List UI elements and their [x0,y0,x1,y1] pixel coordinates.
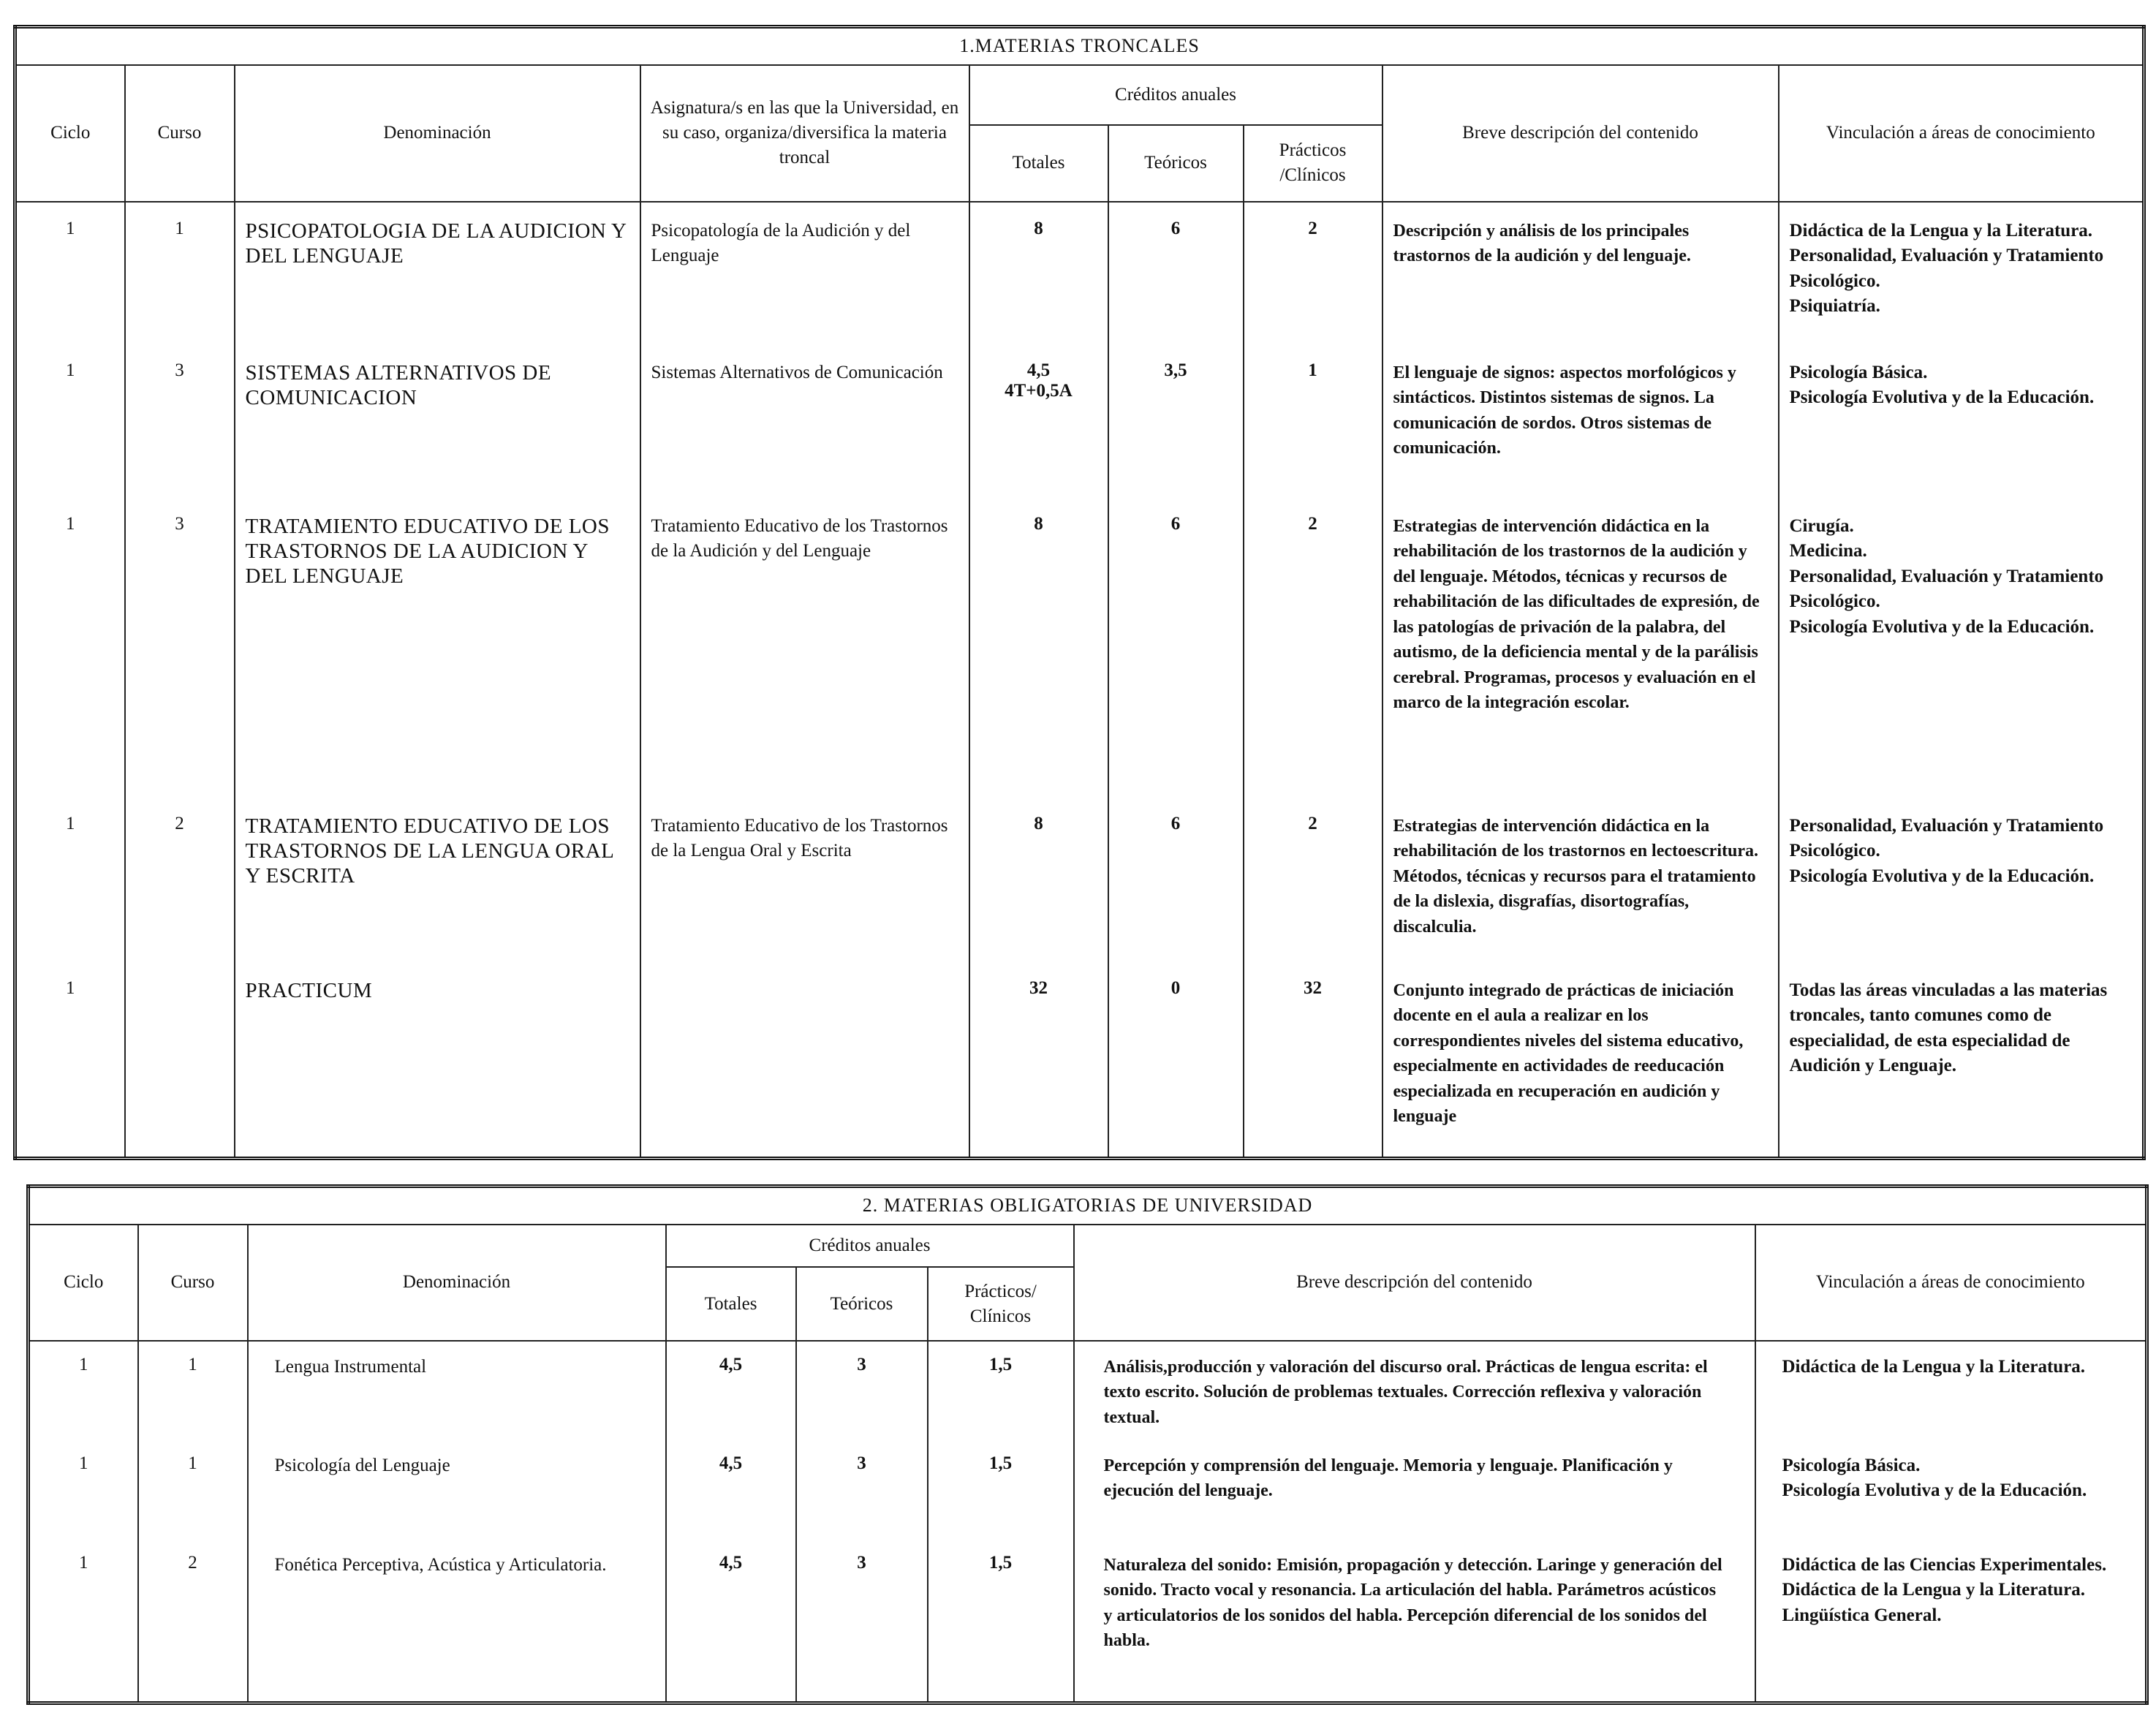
header-creditos-anuales: Créditos anuales [666,1225,1074,1267]
header-practicos: Prácticos/ Clínicos [928,1267,1074,1341]
header-vinculacion: Vinculación a áreas de conocimiento [1779,65,2144,202]
row-denominacion: SISTEMAS ALTERNATIVOS DE COMUNICACION [245,360,552,409]
header-denominacion: Denominación [248,1225,666,1341]
row-vinculacion: Cirugía. Medicina. Personalidad, Evaluación y Tratamiento Psicológico. Psicología Evolutiva y de la Educación. [1789,515,2104,637]
header-asignaturas: Asignatura/s en las que la Universidad, en su caso, organiza/diversifica la materia troncal [640,65,969,202]
row-practicos: 1,5 [988,1552,1013,1573]
row-curso: 3 [175,360,184,380]
row-ciclo: 1 [66,813,75,833]
row-asignatura: Psicopatología de la Audición y del Lenguaje [651,220,911,265]
row-curso: 3 [175,513,184,534]
row-denominacion: TRATAMIENTO EDUCATIVO DE LOS TRASTORNOS DE LA AUDICION Y DEL LENGUAJE [245,514,610,588]
row-descripcion: Estrategias de intervención didáctica en la rehabilitación de los trastornos en lectoescritura. Métodos, técnicas y recursos para el tratamiento de la dislexia, disgrafías, disortografías, discalculia. [1393,816,1758,937]
row-ciclo: 1 [66,513,75,534]
row-denominacion: Psicología del Lenguaje [274,1455,450,1475]
header-creditos-anuales: Créditos anuales [969,65,1383,125]
row-descripcion: Estrategias de intervención didáctica en la rehabilitación de los trastornos de la audición y del lenguaje. Métodos, técnicas y recursos de rehabilitación de las dificultades de expresión, de las patologías de privación de la palabra, del autismo, de la deficiencia mental y de la parálisis cerebral. Programas, procesos y evaluación en el marco de la integración escolar. [1393,516,1760,712]
table1-title: 1.MATERIAS TRONCALES [15,27,2144,65]
row-teoricos: 0 [1170,977,1181,998]
row-ciclo: 1 [79,1453,88,1473]
row-descripcion: Percepción y comprensión del lenguaje. Memoria y lenguaje. Planificación y ejecución del lenguaje. [1103,1456,1673,1501]
table2-title: 2. MATERIAS OBLIGATORIAS DE UNIVERSIDAD [29,1187,2147,1225]
header-ciclo: Ciclo [29,1225,138,1341]
header-vinculacion: Vinculación a áreas de conocimiento [1755,1225,2147,1341]
table-row [15,962,2144,1159]
row-asignatura: Tratamiento Educativo de los Trastornos de la Lengua Oral y Escrita [651,815,948,860]
row-teoricos: 6 [1170,813,1181,833]
row-denominacion: PSICOPATOLOGIA DE LA AUDICION Y DEL LENGUAJE [245,219,627,268]
row-ciclo: 1 [66,218,75,238]
header-descripcion: Breve descripción del contenido [1383,65,1779,202]
row-totales: 32 [1029,977,1048,998]
row-descripcion: Descripción y análisis de los principales trastornos de la audición y del lenguaje. [1393,221,1691,265]
row-curso: 1 [188,1453,197,1473]
header-teoricos: Teóricos [1108,125,1244,202]
table-row [29,1341,2147,1440]
row-practicos: 2 [1308,218,1317,238]
row-teoricos: 3 [857,1453,866,1473]
row-ciclo: 1 [79,1552,88,1573]
table-row [29,1540,2147,1703]
row-asignatura: Sistemas Alternativos de Comunicación [651,362,943,382]
row-practicos: 2 [1308,513,1317,534]
row-practicos: 1,5 [988,1354,1013,1374]
row-curso: 1 [175,218,184,238]
header-curso: Curso [125,65,235,202]
header-denominacion: Denominación [235,65,640,202]
row-ciclo: 1 [66,977,75,998]
table-row [15,798,2144,962]
header-totales: Totales [969,125,1108,202]
row-descripcion: Naturaleza del sonido: Emisión, propagación y detección. Laringe y generación del sonido. Tracto vocal y resonancia. La articulación del habla. Parámetros acústicos y articulatorios de los sonidos del habla. Percepción diferencial de los sonidos del habla. [1103,1555,1722,1651]
materias-obligatorias-table [26,1184,2149,1705]
row-vinculacion: Didáctica de la Lengua y la Literatura. [1782,1356,2086,1377]
row-curso [126,962,234,978]
table-row [15,498,2144,798]
row-denominacion: PRACTICUM [245,978,373,1002]
header-curso: Curso [138,1225,248,1341]
row-descripcion: El lenguaje de signos: aspectos morfológicos y sintácticos. Distintos sistemas de signos. La comunicación de sordos. Otros sistemas de comunicación. [1393,363,1736,458]
row-denominacion: Lengua Instrumental [274,1356,427,1377]
row-vinculacion: Psicología Básica. Psicología Evolutiva y de la Educación. [1782,1455,2087,1501]
header-ciclo: Ciclo [15,65,125,202]
row-totales: 8 [1034,218,1043,238]
materias-troncales-table [13,25,2146,1160]
row-totales: 4,5 [719,1354,743,1374]
row-ciclo: 1 [66,360,75,380]
row-vinculacion: Personalidad, Evaluación y Tratamiento Psicológico. Psicología Evolutiva y de la Educación. [1789,815,2104,886]
header-descripcion: Breve descripción del contenido [1074,1225,1755,1341]
row-totales: 8 [1034,513,1043,534]
row-vinculacion: Didáctica de las Ciencias Experimentales. Didáctica de la Lengua y la Literatura. Lingüística General. [1782,1554,2107,1625]
row-denominacion: Fonética Perceptiva, Acústica y Articulatoria. [274,1554,607,1575]
row-asignatura: Tratamiento Educativo de los Trastornos de la Audición y del Lenguaje [651,515,948,561]
row-asignatura [641,962,969,978]
table-row [29,1440,2147,1540]
row-curso: 1 [188,1354,197,1374]
row-curso: 2 [188,1552,197,1573]
row-totales-detail: 4T+0,5A [1005,380,1073,401]
row-vinculacion: Psicología Básica. Psicología Evolutiva y de la Educación. [1789,362,2095,407]
row-practicos: 1 [1308,360,1317,380]
row-descripcion: Análisis,producción y valoración del discurso oral. Prácticas de lengua escrita: el texto escrito. Solución de problemas textuales. Corrección reflexiva y valoración textual. [1103,1357,1708,1427]
row-totales: 4,5 [719,1552,743,1573]
table-row [15,344,2144,498]
row-teoricos: 3 [857,1552,866,1573]
row-descripcion: Conjunto integrado de prácticas de iniciación docente en el aula a realizar en los correspondientes niveles del sistema educativo, especialmente en actividades de reeducación especializada en recuperación en audición y lenguaje [1393,980,1744,1126]
row-practicos: 32 [1304,977,1322,998]
row-denominacion: TRATAMIENTO EDUCATIVO DE LOS TRASTORNOS DE LA LENGUA ORAL Y ESCRITA [245,814,614,888]
row-curso: 2 [175,813,184,833]
row-teoricos: 6 [1170,513,1181,534]
row-ciclo: 1 [79,1354,88,1374]
row-practicos: 1,5 [988,1453,1013,1473]
table-row [15,202,2144,344]
row-teoricos: 6 [1170,218,1181,238]
row-vinculacion: Todas las áreas vinculadas a las materias troncales, tanto comunes como de especialidad, de esta especialidad de Audición y Lenguaje. [1789,980,2108,1075]
row-practicos: 2 [1308,813,1317,833]
row-teoricos: 3 [857,1354,866,1374]
header-teoricos: Teóricos [796,1267,928,1341]
header-totales: Totales [666,1267,796,1341]
row-vinculacion: Didáctica de la Lengua y la Literatura. Personalidad, Evaluación y Tratamiento Psicológico. Psiquiatría. [1789,220,2104,316]
header-practicos: Prácticos /Clínicos [1244,125,1383,202]
row-teoricos: 3,5 [1164,360,1187,380]
row-totales: 4,5 [1026,360,1051,380]
row-totales: 8 [1034,813,1043,833]
row-totales: 4,5 [719,1453,743,1473]
